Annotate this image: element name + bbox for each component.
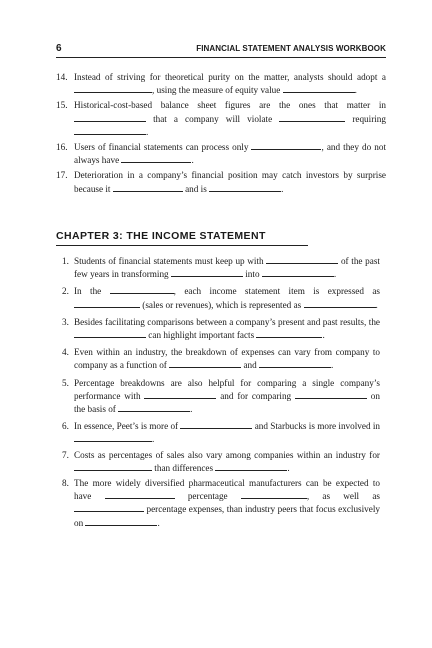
question-text: and Starbucks is more involved in	[252, 421, 380, 432]
question-text: Besides facilitating comparisons between a company’s present and past results, the	[74, 316, 380, 327]
answer-blank[interactable]	[266, 255, 338, 264]
question-item	[62, 346, 380, 372]
question-text: In essence, Peet’s is more of	[74, 421, 181, 432]
question-number: 7.	[62, 449, 69, 460]
question-text: that a company will violate	[146, 113, 280, 124]
question-text: Deterioration in a company’s financial position may catch investors by surprise because it	[74, 170, 386, 194]
question-item	[62, 255, 380, 281]
question-item	[62, 477, 380, 530]
answer-blank[interactable]	[74, 126, 149, 137]
question-number: 14.	[56, 72, 68, 82]
question-text: can highlight important facts	[146, 330, 257, 341]
question-text: , each income statement item is expressed as	[173, 286, 380, 297]
answer-blank[interactable]	[144, 390, 216, 399]
question-text: .	[146, 126, 149, 137]
answer-blank[interactable]	[121, 154, 194, 166]
question-text: Instead of striving for theoretical purity on the matter, analysts should adopt a	[74, 72, 386, 82]
question-number: 1.	[62, 256, 69, 266]
answer-blank[interactable]	[283, 84, 357, 96]
question-list-chapter-3	[62, 255, 380, 532]
question-text: and for comparing	[216, 390, 295, 401]
question-text: percentage expenses, than industry peers that focus exclusively on	[74, 504, 380, 528]
answer-blank[interactable]	[74, 84, 152, 93]
question-text: .	[287, 462, 290, 473]
answer-blank[interactable]	[113, 183, 183, 192]
chapter-heading: CHAPTER 3: THE INCOME STATEMENT	[56, 230, 308, 246]
question-number: 6.	[62, 421, 69, 432]
question-text: .	[375, 299, 378, 310]
answer-blank[interactable]	[118, 403, 193, 415]
question-text: , and they do not always have	[74, 142, 386, 166]
page-number: 6	[56, 43, 62, 54]
question-text: .	[331, 360, 334, 371]
answer-blank[interactable]	[74, 433, 155, 445]
answer-blank[interactable]	[171, 268, 243, 277]
answer-blank[interactable]	[209, 183, 284, 194]
question-text: Historical-cost-based balance sheet figures are the ones that matter in	[74, 100, 386, 111]
answer-blank[interactable]	[256, 329, 325, 341]
question-text: , using the measure of equity value	[152, 85, 283, 96]
question-text: than differences	[152, 462, 216, 473]
question-item	[62, 449, 380, 475]
running-header	[56, 42, 386, 56]
answer-blank[interactable]	[110, 285, 174, 294]
question-number: 16.	[56, 142, 68, 153]
answer-blank[interactable]	[295, 390, 367, 399]
book-title: FINANCIAL STATEMENT ANALYSIS WORKBOOK	[196, 44, 386, 53]
answer-blank[interactable]	[74, 503, 144, 512]
answer-blank[interactable]	[215, 462, 290, 473]
question-number: 8.	[62, 478, 69, 489]
question-text: .	[322, 330, 325, 341]
question-number: 2.	[62, 286, 69, 297]
question-text: .	[191, 155, 194, 166]
answer-blank[interactable]	[251, 141, 321, 150]
answer-blank[interactable]	[74, 329, 146, 338]
question-text: and	[241, 360, 260, 371]
question-text: Percentage breakdowns are also helpful for comparing a single company’s performance with	[74, 377, 380, 401]
question-text: .	[190, 404, 193, 415]
answer-blank[interactable]	[105, 490, 175, 499]
question-text: Users of financial statements can process only	[74, 142, 252, 153]
question-text: Students of financial statements must keep up with	[74, 256, 267, 266]
answer-blank[interactable]	[85, 517, 160, 528]
question-text: The more widely diversified pharmaceutical manufacturers can be expected to have	[74, 478, 380, 502]
question-text: , as well as	[306, 491, 380, 502]
question-text: (sales or revenues), which is represented as	[140, 299, 304, 310]
answer-blank[interactable]	[304, 299, 376, 308]
answer-blank[interactable]	[74, 113, 146, 122]
question-number: 15.	[56, 100, 68, 111]
question-item	[56, 169, 386, 195]
question-item	[56, 99, 386, 139]
question-text: of the past few years in transforming	[74, 256, 380, 280]
answer-blank[interactable]	[180, 420, 252, 429]
question-text: .	[333, 269, 337, 280]
question-text: on the basis of	[74, 390, 380, 415]
question-list-previous-chapter	[56, 71, 386, 198]
answer-blank[interactable]	[262, 268, 337, 280]
answer-blank[interactable]	[74, 462, 152, 471]
question-text: In the	[74, 286, 110, 297]
question-item	[56, 141, 386, 167]
question-number: 5.	[62, 377, 69, 388]
question-number: 17.	[56, 170, 68, 181]
question-item	[62, 316, 380, 342]
question-text: percentage	[174, 491, 241, 502]
question-number: 3.	[62, 316, 69, 327]
answer-blank[interactable]	[279, 113, 345, 122]
question-text: requiring	[345, 113, 386, 124]
question-number: 4.	[62, 347, 69, 358]
question-item	[62, 377, 380, 417]
question-text: .	[157, 517, 160, 528]
question-item	[62, 420, 380, 446]
question-text: Costs as percentages of sales also vary among companies within an industry for	[74, 449, 380, 460]
answer-blank[interactable]	[241, 490, 307, 499]
question-text: into	[242, 269, 262, 280]
question-text: .	[281, 183, 284, 194]
question-item	[56, 71, 386, 97]
answer-blank[interactable]	[259, 359, 334, 371]
question-text: and is	[182, 183, 210, 194]
question-item	[62, 285, 380, 311]
question-text: .	[354, 85, 357, 96]
answer-blank[interactable]	[74, 299, 140, 308]
header-rule	[56, 57, 386, 58]
question-text: .	[152, 434, 155, 445]
question-text: Even within an industry, the breakdown of expenses can vary from company to company as a function of	[74, 347, 380, 371]
answer-blank[interactable]	[169, 359, 241, 368]
